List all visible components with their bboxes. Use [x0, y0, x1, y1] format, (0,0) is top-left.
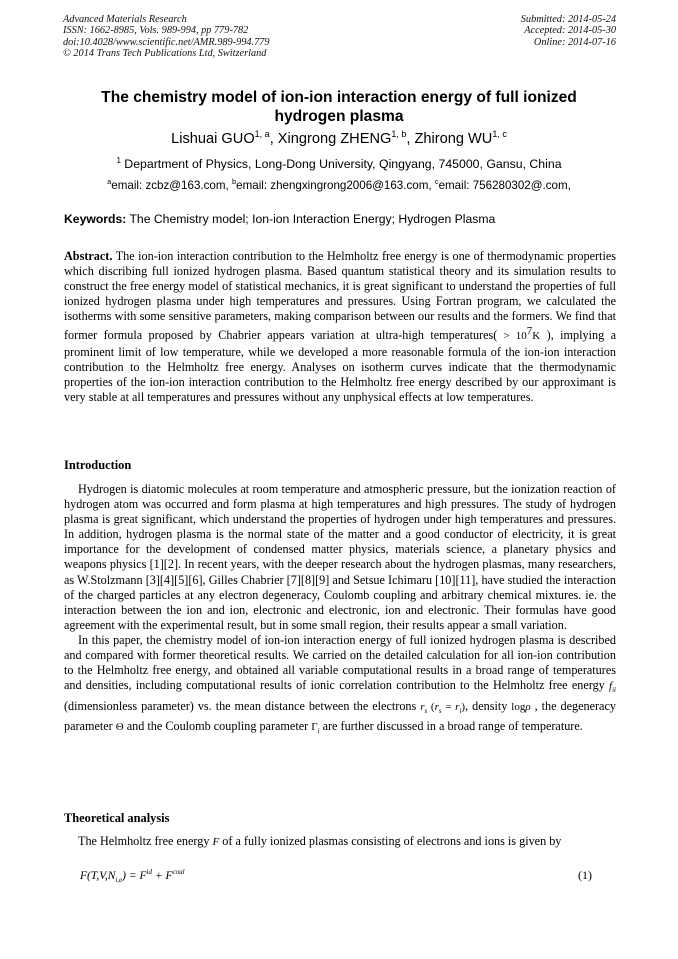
email-mark: c [434, 177, 439, 186]
paragraph: Hydrogen is diatomic molecules at room temperature and atmospheric pressure, but the ionization reaction of hydrogen atom was occurred and form plasma at high temperatures and high pressures. The study of hydrogen plasma is great significant, which understand the properties of hydrogen under high temperatures and pressures. In addition, hydrogen plasma is the normal state of the matter and a good conductor of electricity, it is great importance for the development of condensed matter physics, materials science, a planetary physics and weapons physics [1][2]. In recent years, with the deeper research about the hydrogen plasmas, many researchers, as W.Stolzmann [3][4][5][6], Gilles Chabrier [7][8][9] and Setsue Ichimaru [10][11], have studied the interaction of the charged particles at any electron degeneracy, Coulomb coupling and arbitrary chemical mixtures. ie. the interaction between the ion and ion, electronic and electronic, ion and electronic. Their formulas have good agreement with the experimental result, but in some small region, their results appear a small variation. [64, 482, 616, 632]
math-var: F [212, 836, 220, 848]
submitted-date: Submitted: 2014-05-24 [520, 14, 616, 25]
math-sub: i [317, 726, 320, 735]
paper-title-line1: The chemistry model of ion-ion interaction energy of full ionized [101, 89, 577, 106]
author-affil-mark: 1, c [492, 129, 507, 139]
journal-doi[interactable]: doi:10.4028/www.scientific.net/AMR.989-994.779 [63, 36, 270, 48]
email-list [60, 178, 618, 193]
paper-title [60, 88, 618, 126]
equation-part: ) = F [122, 869, 147, 882]
math-exponent: 7 [526, 325, 533, 338]
author-separator: , [269, 131, 278, 147]
paper-title-line2: hydrogen plasma [274, 108, 404, 125]
math-var: r [420, 700, 425, 713]
math-number: 10 [515, 330, 527, 343]
abstract-text: ), implying a prominent limit of low temperature, while we developed a more reasonable formula of the ion-ion interaction contribution to the Helmholtz free energy. Analyses on isotherm curves indicate that the thermodynamic properties of the ion-ion interaction contribution to the Helmholtz free energy described by our approximant is very stable at all temperatures and pressures without any unphysical effects at low temperatures. [64, 328, 616, 404]
paragraph-text: , density [465, 698, 512, 713]
introduction-body [64, 482, 616, 739]
accepted-date: Accepted: 2014-05-30 [524, 25, 616, 37]
journal-name: Advanced Materials Research [63, 14, 187, 25]
math-var: r [455, 700, 460, 713]
theory-body [64, 834, 616, 850]
section-heading-theory: Theoretical analysis [64, 811, 170, 825]
email-mark: b [231, 177, 237, 186]
abstract-label: Abstract. [64, 249, 113, 263]
math-var: r [434, 700, 439, 713]
math-unit: K [532, 330, 541, 343]
journal-header-right [521, 14, 616, 48]
paragraph-text: are further discussed in a broad range of temperature. [319, 718, 583, 733]
math-var: f [609, 680, 613, 693]
keywords-label: Keywords: [64, 212, 127, 226]
math-gamma [311, 721, 319, 733]
paragraph-text: of a fully ionized plasmas consisting of electrons and ions is given by [219, 834, 562, 848]
keywords [64, 212, 616, 227]
math-logrho [511, 701, 530, 713]
paragraph [64, 834, 616, 850]
email-entry[interactable]: email: 756280302@.com, [438, 179, 571, 192]
paragraph [64, 633, 616, 739]
math-sub: s [424, 706, 428, 715]
equation-part: + F [152, 869, 173, 882]
math-sub: i [459, 706, 462, 715]
email-entry[interactable]: email: zhengxingrong2006@163.com, [236, 179, 435, 192]
journal-issn: ISSN: 1662-8985, Vols. 989-994, pp 779-782 [63, 25, 249, 37]
paragraph-text: and the Coulomb coupling parameter [123, 718, 312, 733]
math-sub: ii [612, 686, 616, 695]
math-symbol: ) [461, 700, 466, 713]
email-entry[interactable]: email: zcbz@163.com, [111, 179, 232, 192]
equation-part: F(T,V,N [80, 869, 116, 882]
paragraph-text: The Helmholtz free energy [78, 834, 213, 848]
paragraph-text: In this paper, the chemistry model of ion-ion interaction energy of full ionized hydrogen plasma is described and compared with former theoretical results. We carried on the detailed calculation for all ion-ion contribution to the Helmholtz free energy, and obtained all variable computational results in a broad range of temperatures and densities, including computational results of ionic correlation contribution to the Helmholtz free energy [64, 632, 616, 693]
math-sub: s [438, 706, 442, 715]
online-date: Online: 2014-07-16 [533, 36, 616, 48]
math-symbol: > [497, 330, 516, 343]
section-heading-introduction: Introduction [64, 458, 132, 472]
affiliation-mark: 1 [116, 156, 121, 165]
author-affil-mark: 1, b [391, 129, 407, 139]
equation-sup: id [146, 868, 152, 876]
math-var: Γ [311, 720, 318, 733]
author-separator: , [406, 131, 415, 147]
journal-copyright: © 2014 Trans Tech Publications Ltd, Switzerland [63, 48, 267, 60]
math-rs [420, 701, 465, 713]
equation-number: (1) [578, 868, 592, 882]
keywords-text: The Chemistry model; Ion-ion Interaction Energy; Hydrogen Plasma [126, 212, 496, 226]
author-name: Lishuai GUO [171, 131, 255, 147]
math-func: log [511, 700, 526, 713]
journal-header-left [63, 14, 270, 60]
math-symbol: = [441, 700, 456, 713]
affiliation [60, 157, 618, 172]
author-name: Xingrong ZHENG [277, 131, 392, 147]
author-affil-mark: 1, a [254, 129, 270, 139]
math-fii [609, 680, 616, 695]
equation-1 [80, 868, 185, 884]
author-list [60, 130, 618, 148]
abstract-text: The ion-ion interaction contribution to the Helmholtz free energy is one of thermodynamic properties which discribing full ionized hydrogen plasma. Based quantum statistical theory and its simulation results to construct the free energy model of statistical mechanics, it is great significant to understand the properties of full ionized hydrogen plasma under high temperatures and pressures. Using Fortran program, we calculated the isotherms with some sensitive parameters, making comparison between our results and the formers. We find that former formula proposed by Chabrier appears variation at ultra-high temperatures( [64, 249, 616, 343]
math-var: ρ [525, 700, 531, 713]
paragraph-text: , the degeneracy parameter [64, 698, 616, 733]
math-symbol: ( [427, 700, 435, 713]
email-mark: a [107, 177, 112, 186]
equation-sub: i,e [115, 876, 123, 885]
math-theta: Θ [115, 720, 124, 733]
author-name: Zhirong WU [414, 131, 493, 147]
abstract [64, 249, 616, 405]
equation-sup: coul [172, 868, 185, 876]
paragraph-text: (dimensionless parameter) vs. the mean distance between the electrons [64, 698, 421, 713]
affiliation-text: Department of Physics, Long-Dong University, Qingyang, 745000, Gansu, China [120, 157, 562, 171]
